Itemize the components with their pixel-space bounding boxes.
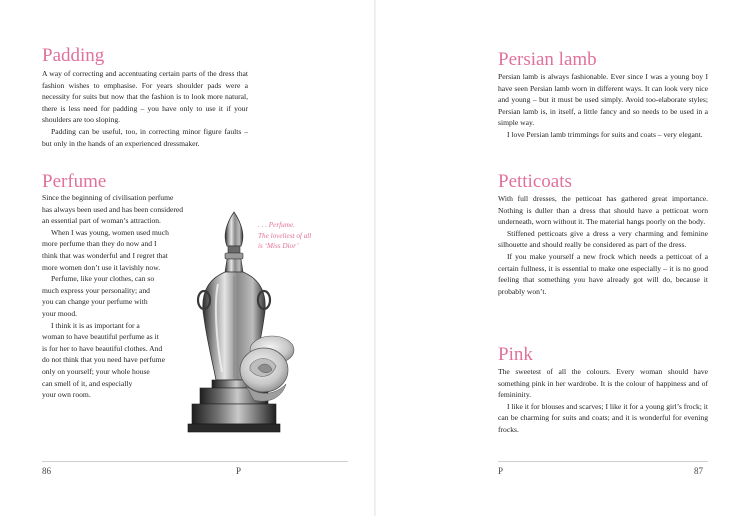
padding-heading: Padding (42, 45, 105, 66)
petticoats-heading: Petticoats (498, 171, 572, 192)
perfume-line: your own room. (42, 390, 91, 400)
perfume-line: more women don’t use it lavishly now. (42, 262, 161, 272)
persian-lamb-paragraph-2: I love Persian lamb trimmings for suits and coats – very elegant. (507, 129, 703, 139)
perfume-line: Since the beginning of civilisation perfume (42, 193, 174, 202)
padding-body (42, 68, 248, 149)
footer-rule (498, 461, 708, 462)
perfume-caption (258, 220, 358, 252)
perfume-line: your mood. (42, 308, 78, 318)
pink-heading: Pink (498, 344, 533, 365)
perfume-line: can smell of it, and especially (42, 378, 133, 388)
perfume-line: woman to have beautiful perfume as it (42, 332, 159, 342)
page-number: 86 (42, 466, 51, 476)
perfume-line: much express your personality; and (42, 285, 150, 295)
petticoats-paragraph-2: Stiffened petticoats give a dress a very charming and feminine silhouette and should really be considered as part of the dress. (498, 228, 708, 250)
persian-lamb-paragraph-1: Persian lamb is always fashionable. Ever since I was a young boy I have seen Persian lamb worn in different ways. It can look very nice and young – but it must be used simply. Avoid too-elaborate styles; Persian lamb is, in itself, a little fancy and so needs to be used in a simple way. (498, 72, 708, 128)
perfume-line: is for her to have beautiful clothes. And (42, 343, 163, 353)
section-letter: P (236, 466, 242, 476)
perfume-line: you can change your perfume with (42, 297, 148, 307)
perfume-heading: Perfume (42, 171, 107, 192)
left-page (0, 0, 374, 516)
persian-lamb-body (498, 71, 708, 141)
petticoats-body (498, 193, 708, 297)
pink-paragraph-1: The sweetest of all the colours. Every woman should have something pink in her wardrobe. It is the colour of happiness and of femininity. (498, 367, 708, 400)
caption-line: is ‘Miss Dior’ (258, 242, 299, 250)
caption-line: . . . Perfume. (258, 221, 295, 229)
petticoats-paragraph-1: With full dresses, the petticoat has gathered great importance. Nothing is duller than a dress that should have a petticoat worn underneath, worn without it. The material hangs poorly on the body. (498, 194, 708, 227)
perfume-line: Perfume, like your clothes, can so (51, 274, 155, 284)
perfume-line: more perfume than they do now and I (42, 239, 157, 249)
persian-lamb-heading: Persian lamb (498, 49, 597, 70)
pink-paragraph-2: I like it for blouses and scarves; I like it for a young girl’s frock; it can be charming for suits and coats; and it is wonderful for evening frocks. (498, 401, 708, 434)
perfume-line: only on yourself; your whole house (42, 366, 150, 376)
padding-paragraph-2: Padding can be useful, too, in correcting minor figure faults – but only in the hands of an experienced dressmaker. (42, 126, 248, 148)
perfume-line: When I was young, women used much (51, 227, 169, 237)
perfume-line: an essential part of woman’s attraction. (42, 216, 161, 226)
page-number: 87 (694, 466, 703, 476)
petticoats-paragraph-3: If you make yourself a new frock which needs a petticoat of a certain fullness, it is essential to make one especially – it is no good feeling that something you have already got will do, because it probably won’t. (498, 251, 708, 296)
perfume-line: think that was wonderful and I regret that (42, 250, 168, 260)
right-page (376, 0, 750, 516)
section-letter: P (498, 466, 504, 476)
perfume-line: has always been used and has been considered (42, 204, 184, 214)
footer-rule (42, 461, 348, 462)
pink-body (498, 366, 708, 436)
perfume-line: do not think that you need have perfume (42, 355, 165, 365)
perfume-line: I think it is as important for a (51, 320, 140, 330)
padding-paragraph-1: A way of correcting and accentuating certain parts of the dress that fashion wishes to emphasise. For years shoulder pads were a necessity for suits but now that the fashion is to look more natural, there is less need for padding – you have only to use it if your shoulders are too sloping. (42, 69, 248, 125)
caption-line: The loveliest of all (258, 231, 312, 240)
